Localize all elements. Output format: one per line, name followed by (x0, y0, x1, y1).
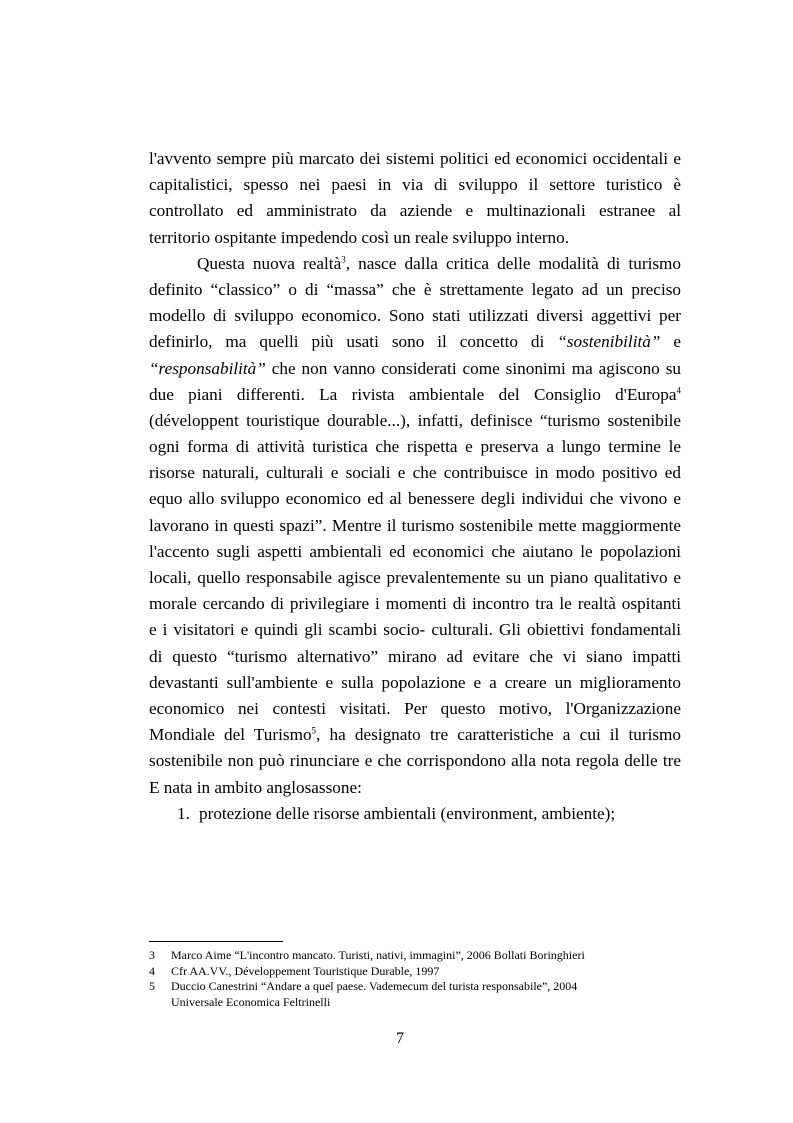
text-line: devastanti sull'ambiente e sulla popolazione e a creare un miglioramento (149, 672, 681, 692)
text-line: Questa nuova realtà$^3$, nasce dalla critica delle modalità di turismo (197, 253, 681, 273)
text-line: locali, quello responsabile agisce prevalentemente su un piano qualitativo e (149, 568, 681, 587)
footnote-text: Cfr AA.VV., Développement Touristique Durable, 1997 (171, 963, 440, 978)
text-line: economico nei contesti visitati. Per questo motivo, l'Organizzazione (149, 698, 681, 718)
text-line: l'avvento sempre più marcato dei sistemi politici ed economici occidentali e (149, 149, 681, 168)
footnote (149, 948, 689, 964)
text-line: Mondiale del Turismo$^5$, ha designato tre caratteristiche a cui il turismo (149, 725, 682, 745)
text-line: due piani differenti. La rivista ambientale del Consiglio d'Europa$^4$ (149, 384, 681, 404)
text-line: “responsabilità” che non vanno considerati come sinonimi ma agiscono su (149, 358, 681, 378)
text-line: modello di sviluppo economico. Sono stati utilizzati diversi aggettivi per (149, 306, 681, 326)
footnotes (149, 948, 689, 1010)
text-line: definito “classico” o di “massa” che è strettamente legato ad un preciso (149, 279, 681, 299)
text-line: lavorano in questi spazi”. Mentre il turismo sostenibile mette maggiormente (149, 515, 681, 535)
footnote-separator (149, 941, 283, 942)
footnote (149, 979, 689, 995)
footnote-ref-4: 4 (676, 384, 681, 395)
list-item-number: 1. (177, 803, 190, 823)
body-text (149, 146, 681, 827)
text-line: territorio ospitante impedendo così un reale sviluppo interno. (149, 227, 570, 247)
text-line: capitalistici, spesso nei paesi in via di sviluppo il settore turistico è (149, 175, 681, 195)
text-line: di questo “turismo alternativo” mirano ad evitare che vi siano impatti (149, 646, 681, 666)
text-line: (développent touristique dourable...), infatti, definisce “turismo sostenibile (149, 410, 681, 430)
footnote-number: 3 (149, 948, 155, 962)
footnote-text: Duccio Canestrini “Andare a quel paese. Vademecum del turista responsabile”, 2004 (171, 979, 578, 993)
footnote-continuation: Universale Economica Feltrinelli (171, 994, 331, 1009)
text-line: e i visitatori e quindi gli scambi socio- culturali. Gli obiettivi fondamentali (149, 620, 681, 640)
list-item-text: protezione delle risorse ambientali (environment, ambiente); (199, 803, 616, 823)
text-line: morale cercando di privilegiare i momenti di incontro tra le realtà ospitanti (149, 594, 681, 614)
footnote (149, 964, 689, 980)
page-number: 7 (396, 1030, 404, 1047)
text-line: E nata in ambito anglosassone: (149, 777, 362, 797)
footnote-ref-3: 3 (341, 254, 346, 265)
footnote-number: 4 (149, 963, 155, 978)
text-line: sostenibile non può rinunciare e che corrispondono alla nota regola delle tre (149, 751, 681, 771)
list-item (149, 801, 681, 827)
text-line: equo allo sviluppo economico ed al benessere degli individui che vivono e (149, 489, 681, 509)
text-line: definirlo, ma quelli più usati sono il concetto di “sostenibilità” e (149, 332, 681, 352)
text-line: l'accento sugli aspetti ambientali ed economici che aiutano le popolazioni (149, 541, 681, 561)
text-line: controllato ed amministrato da aziende e multinazionali estranee al (149, 201, 681, 221)
footnote-ref-5: 5 (311, 725, 317, 736)
text-line: ogni forma di attività turistica che rispetta e preserva a lungo termine le (149, 437, 681, 457)
footnote-text: Marco Aime “L'incontro mancato. Turisti, nativi, immagini”, 2006 Bollati Boringhieri (171, 948, 585, 962)
text-line: risorse naturali, culturali e sociali e che contribuisce in modo positivo ed (149, 463, 681, 483)
footnote-number: 5 (149, 979, 155, 993)
